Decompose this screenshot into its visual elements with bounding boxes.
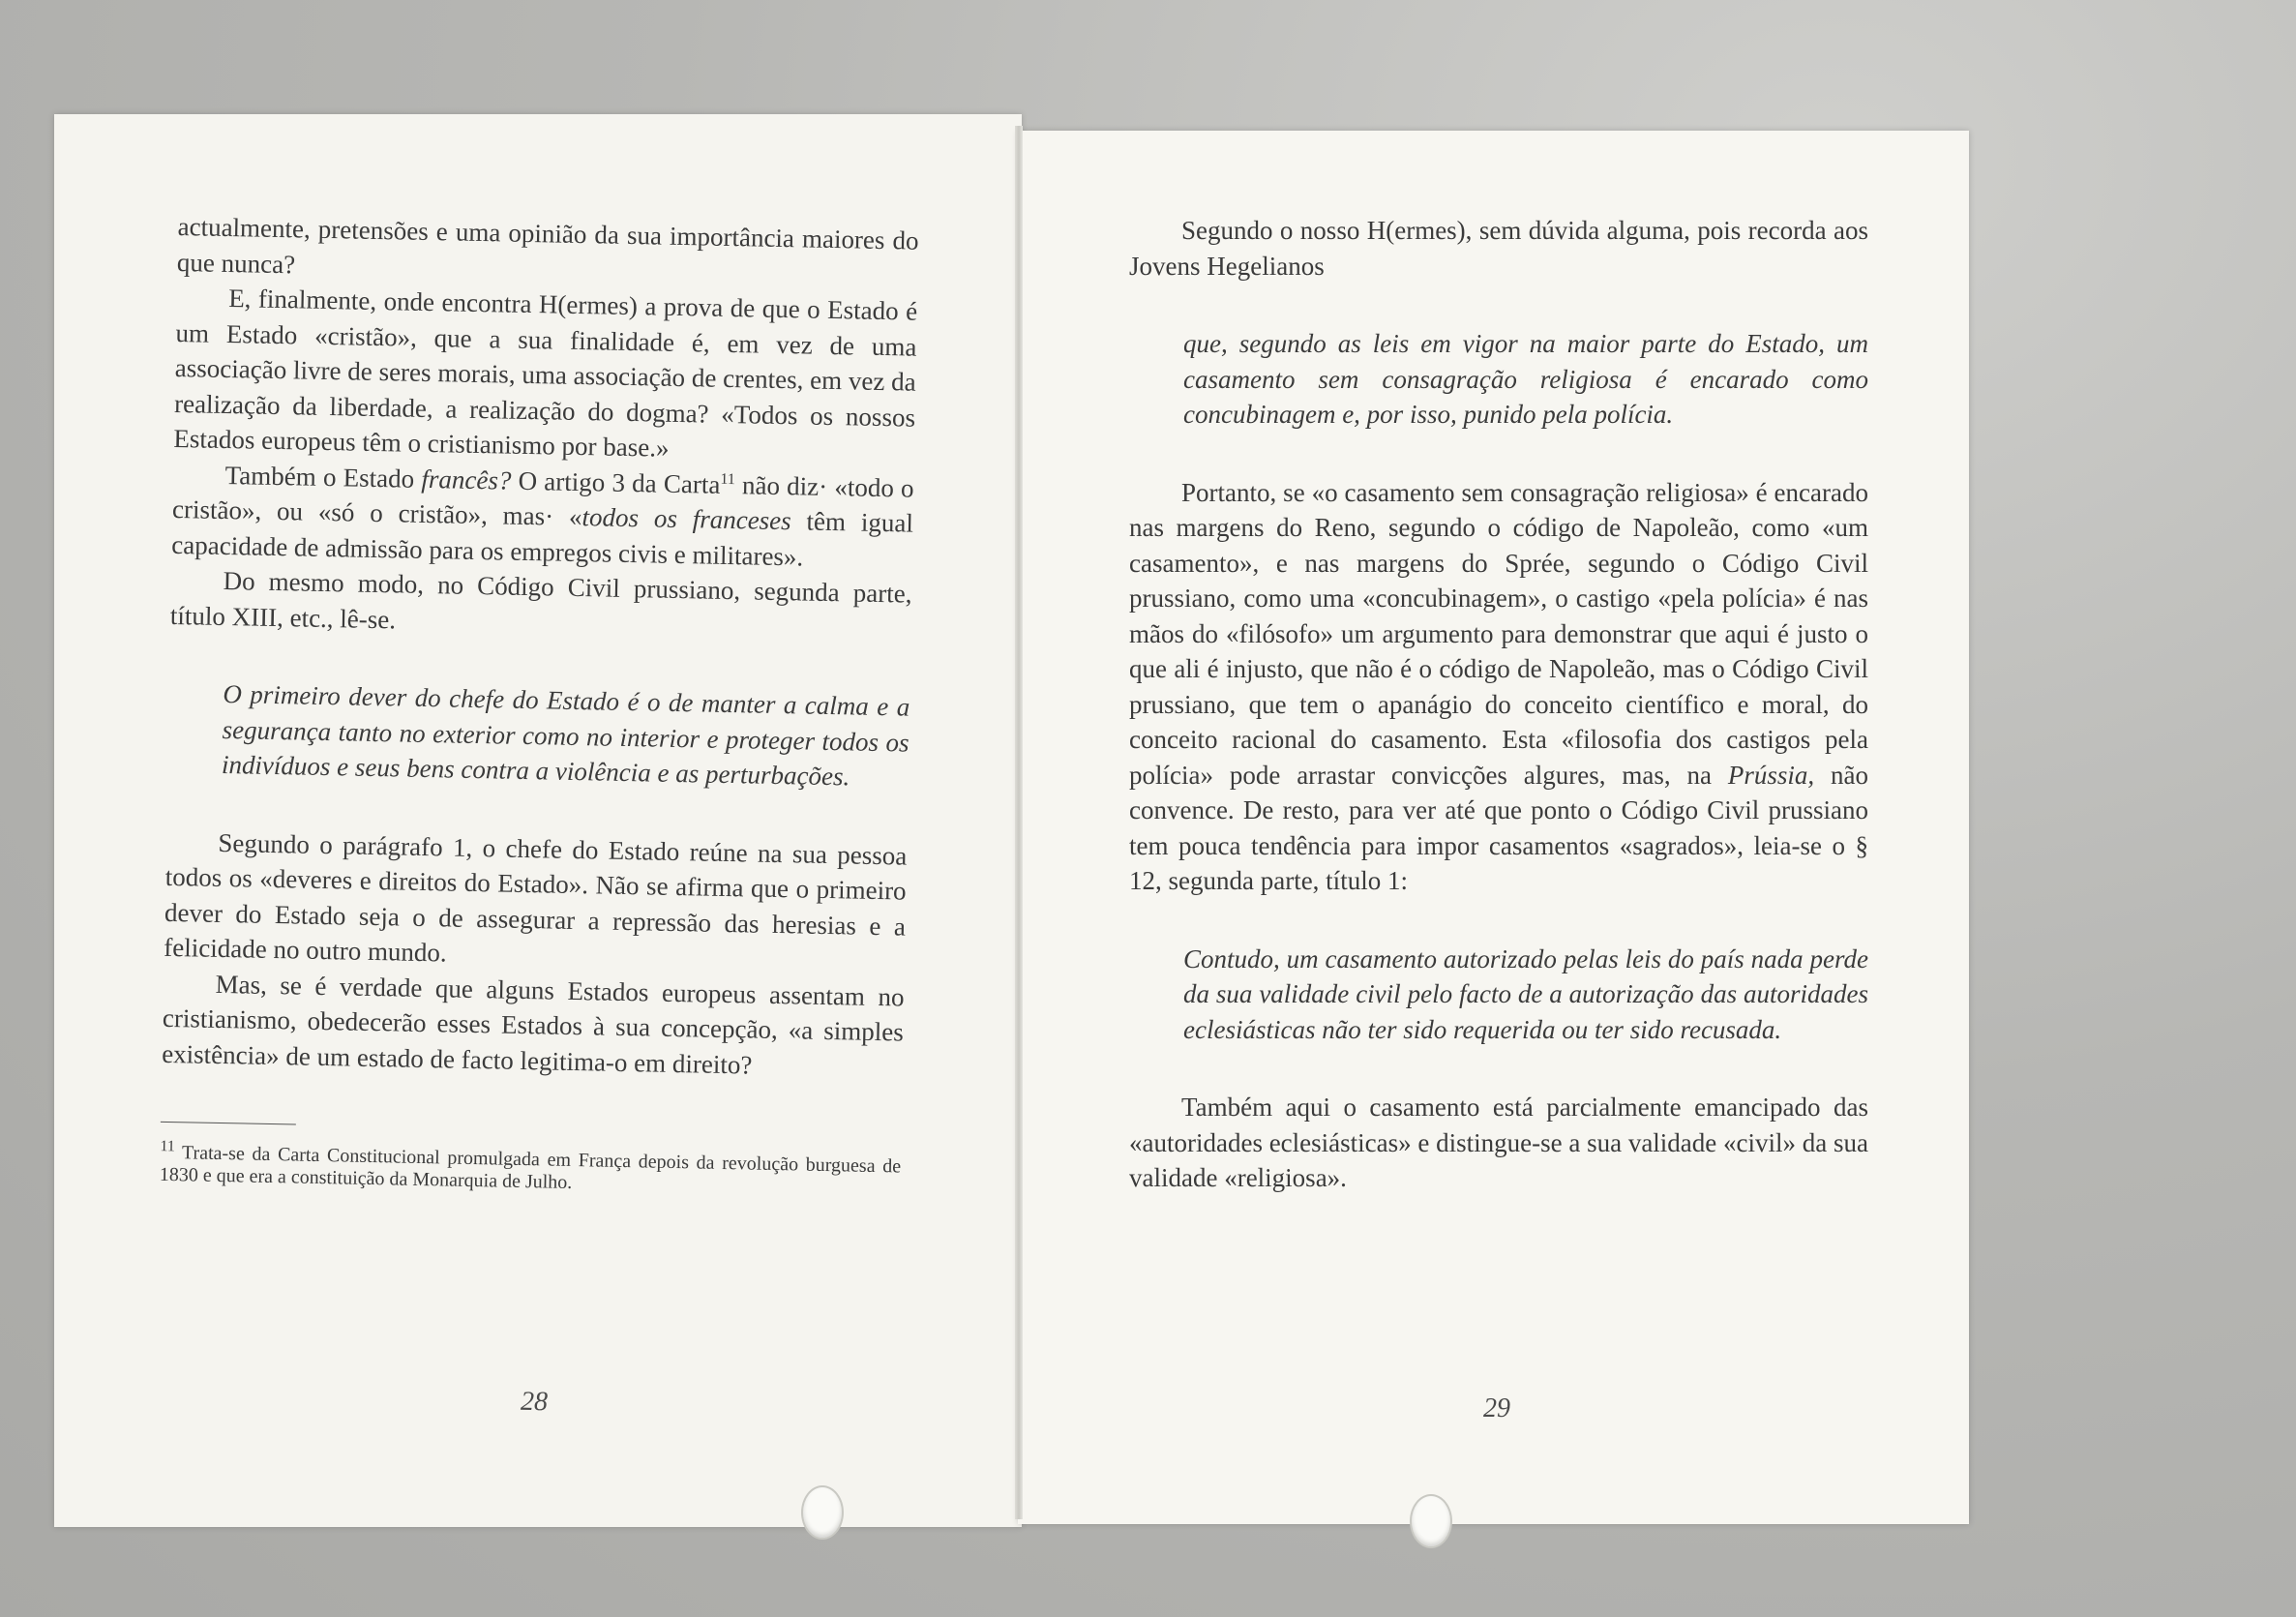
book-gutter	[1015, 126, 1023, 1519]
paragraph: Também aqui o casamento está parcialmente emancipado das «autoridades eclesiásticas» e distingue-se a sua validade «civil» da sua validade «religiosa».	[1129, 1093, 1868, 1192]
paragraph: Segundo o nosso H(ermes), sem dúvida alguma, pois recorda aos Jovens Hegelianos	[1129, 216, 1868, 281]
paragraph: Segundo o parágrafo 1, o chefe do Estado reúne na sua pessoa todos os «deveres e direitos do Estado». Não se afirma que o primeiro dever do Estado seja o de assegurar a repressão das heresias e a felicidade no outro mundo.	[164, 827, 908, 968]
footnote-divider	[161, 1122, 296, 1125]
footnote-ref: 11	[720, 470, 736, 488]
right-page-text	[1129, 213, 1868, 1196]
binding-hole-icon	[801, 1485, 844, 1540]
block-quote: O primeiro dever do chefe do Estado é o de manter a calma e a segurança tanto no exterior como no interior e proteger todos os indivíduos e seus bens contra a violência e as perturbações.	[221, 678, 910, 792]
left-page-text	[160, 209, 919, 1201]
paragraph: Portanto, se «o casamento sem consagração religiosa» é encarado nas margens do Reno, segundo o código de Napoleão, como «um casamento», e nas margens do Sprée, segundo o Código Civil prussiano, como uma «concubinagem», o castigo «pela polícia» é nas mãos do «filósofo» um argumento para demonstrar que aqui é justo o que ali é injusto, que não é o código de Napoleão, mas o Código Civil prussiano, que tem o apanágio do conceito científico e moral, do conceito racional do casamento. Esta «filosofia dos castigos pela polícia» pode arrastar convicções algures, mas, na Prússia, não convence. De resto, para ver até que ponto o Código Civil prussiano tem pouca tendência para impor casamentos «sagrados», leia-se o § 12, segunda parte, título 1:	[1129, 477, 1869, 895]
page-number: 28	[520, 1386, 549, 1418]
binding-hole-icon	[1410, 1494, 1452, 1548]
paragraph: E, finalmente, onde encontra H(ermes) a prova de que o Estado é um Estado «cristão», que a sua finalidade é, em vez de uma associação livre de seres morais, uma associação de crentes, em vez da realização da liberdade, a realização do dogma? «Todos os nossos Estados europeus têm o cristianismo por base.»	[173, 284, 918, 463]
paragraph: Mas, se é verdade que alguns Estados europeus assentam no cristianismo, obedecerão esses Estados à sua concepção, «a simples existência» de um estado de facto legitima-o em direito?	[161, 969, 905, 1080]
page-number: 29	[1483, 1393, 1510, 1423]
block-quote: Contudo, um casamento autorizado pelas leis do país nada perde da sua validade civil pelo facto de a autorização das autoridades eclesiásticas não ter sido requerida ou ter sido recusada.	[1183, 943, 1868, 1044]
paragraph: Do mesmo modo, no Código Civil prussiano, segunda parte, título XIII, etc., lê-se.	[169, 565, 912, 634]
block-quote: que, segundo as leis em vigor na maior parte do Estado, um casamento sem consagração religiosa é encarado como concubinagem e, por isso, punido pela polícia.	[1183, 329, 1868, 429]
paragraph: Também o Estado francês? O artigo 3 da Carta$^{11}$ não diz· «todo o cristão», ou «só o cristão», mas· «todos os franceses têm igual capacidade de admissão para os empregos civis e militares».	[171, 460, 914, 571]
footnote: $^{11}$ Trata-se da Carta Constitucional promulgada em França depois da revolução burguesa de 1830 e que era a constituição da Monarquia de Julho.	[159, 1138, 902, 1194]
paragraph: actualmente, pretensões e uma opinião da sua importância maiores do que nunca?	[176, 211, 919, 279]
